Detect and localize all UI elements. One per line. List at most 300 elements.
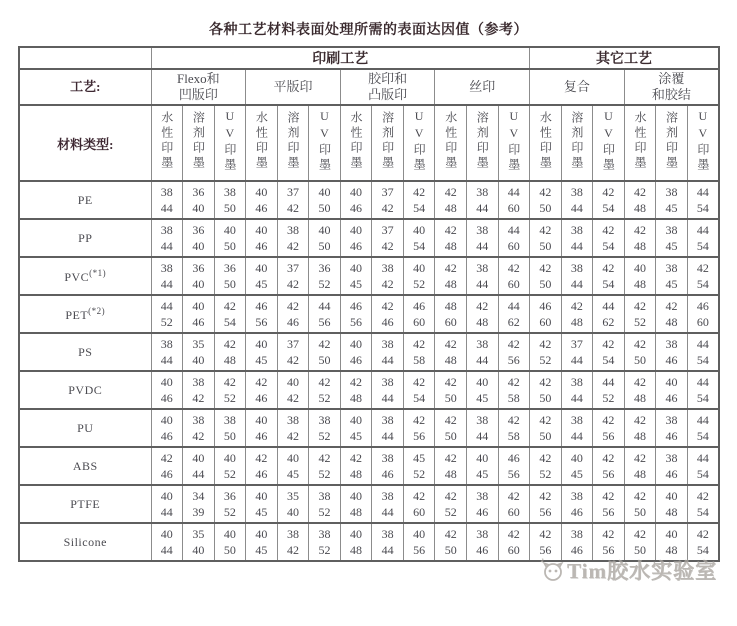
- dyne-cell: [561, 219, 593, 257]
- dyne-value-min: 45: [413, 451, 426, 465]
- dyne-value-max: 54: [413, 239, 426, 253]
- dyne-value-min: 38: [665, 261, 678, 275]
- dyne-value-max: 56: [318, 315, 331, 329]
- dyne-value-max: 60: [413, 315, 426, 329]
- dyne-value-max: 50: [444, 543, 457, 557]
- dyne-cell: [593, 333, 625, 371]
- dyne-value-max: 44: [381, 391, 394, 405]
- ink-type-label: 水性印墨: [538, 111, 553, 171]
- dyne-value-min: 40: [350, 185, 363, 199]
- dyne-value-max: 42: [286, 429, 299, 443]
- dyne-value-max: 46: [570, 505, 583, 519]
- dyne-value-min: 40: [413, 261, 426, 275]
- watermark-text: Tim胶水实验室: [567, 559, 717, 583]
- dyne-cell: [498, 219, 530, 257]
- dyne-value-max: 45: [476, 391, 489, 405]
- dyne-value-min: 38: [160, 223, 173, 237]
- dyne-cell: [687, 485, 719, 523]
- dyne-cell: [309, 181, 341, 219]
- dyne-value-max: 60: [539, 315, 552, 329]
- material-name: ABS: [19, 447, 151, 485]
- dyne-value-max: 54: [413, 391, 426, 405]
- dyne-cell: [498, 181, 530, 219]
- process-group-flexo-gravure: [151, 69, 246, 105]
- dyne-cell: [214, 447, 246, 485]
- dyne-value-min: 42: [286, 299, 299, 313]
- dyne-value-min: 40: [223, 451, 236, 465]
- dyne-cell: [372, 219, 404, 257]
- dyne-value-max: 46: [255, 429, 268, 443]
- dyne-cell: [277, 485, 309, 523]
- dyne-value-min: 34: [192, 489, 205, 503]
- ink-type-label: 水性印墨: [254, 111, 269, 171]
- ink-type-water-based: [246, 105, 278, 181]
- dyne-value-min: 42: [381, 299, 394, 313]
- dyne-cell: [309, 523, 341, 561]
- dyne-value-min: 42: [507, 337, 520, 351]
- ink-type-solvent: [466, 105, 498, 181]
- dyne-value-max: 48: [476, 315, 489, 329]
- dyne-value-max: 40: [286, 505, 299, 519]
- dyne-value-min: 42: [507, 527, 520, 541]
- dyne-value-max: 42: [192, 391, 205, 405]
- process-group-line: 涂覆: [658, 71, 685, 86]
- material-name: $PVC^{(*1)}$: [19, 257, 151, 295]
- dyne-value-min: 40: [413, 223, 426, 237]
- dyne-value-min: 40: [633, 261, 646, 275]
- dyne-value-min: 42: [413, 413, 426, 427]
- dyne-cell: [277, 181, 309, 219]
- dyne-value-max: 56: [255, 315, 268, 329]
- dyne-value-max: 50: [633, 543, 646, 557]
- dyne-value-max: 46: [476, 543, 489, 557]
- dyne-cell: [309, 447, 341, 485]
- dyne-value-min: 38: [570, 185, 583, 199]
- dyne-value-max: 44: [381, 429, 394, 443]
- dyne-value-min: 40: [350, 413, 363, 427]
- dyne-value-min: 44: [696, 375, 709, 389]
- dyne-value-max: 48: [444, 239, 457, 253]
- dyne-cell: [593, 257, 625, 295]
- dyne-value-min: 40: [160, 489, 173, 503]
- dyne-cell: [246, 333, 278, 371]
- dyne-value-min: 38: [160, 185, 173, 199]
- dyne-cell: [246, 485, 278, 523]
- dyne-value-max: 56: [507, 467, 520, 481]
- dyne-cell: [309, 409, 341, 447]
- dyne-value-max: 45: [665, 239, 678, 253]
- dyne-value-min: 40: [350, 261, 363, 275]
- dyne-value-max: 45: [350, 429, 363, 443]
- dyne-cell: [277, 523, 309, 561]
- dyne-cell: [656, 295, 688, 333]
- dyne-value-max: 50: [223, 239, 236, 253]
- dyne-value-min: 42: [633, 413, 646, 427]
- dyne-value-min: 42: [223, 337, 236, 351]
- dyne-value-min: 40: [350, 223, 363, 237]
- dyne-value-min: 42: [255, 451, 268, 465]
- dyne-value-max: 52: [160, 315, 173, 329]
- dyne-value-max: 56: [350, 315, 363, 329]
- dyne-value-max: 60: [507, 505, 520, 519]
- dyne-value-max: 44: [381, 353, 394, 367]
- dyne-value-max: 44: [476, 277, 489, 291]
- dyne-value-min: 38: [160, 261, 173, 275]
- material-row-pvc: [19, 257, 719, 295]
- dyne-value-min: 40: [665, 527, 678, 541]
- dyne-cell: [151, 447, 183, 485]
- dyne-value-min: 42: [507, 375, 520, 389]
- dyne-value-max: 46: [476, 505, 489, 519]
- group-header-printing: 印刷工艺: [151, 47, 530, 69]
- dyne-value-min: 36: [192, 261, 205, 275]
- ink-type-solvent: [656, 105, 688, 181]
- dyne-value-max: 46: [665, 391, 678, 405]
- dyne-value-max: 52: [223, 467, 236, 481]
- dyne-cell: [435, 371, 467, 409]
- material-name: PU: [19, 409, 151, 447]
- dyne-cell: [687, 409, 719, 447]
- dyne-value-max: 48: [350, 505, 363, 519]
- material-row-pvdc: [19, 371, 719, 409]
- ink-type-label: UV印墨: [222, 109, 237, 173]
- dyne-cell: [466, 409, 498, 447]
- dyne-value-max: 48: [665, 543, 678, 557]
- dyne-value-max: 58: [507, 429, 520, 443]
- dyne-value-max: 54: [696, 277, 709, 291]
- dyne-value-max: 45: [255, 543, 268, 557]
- ink-type-label: 溶剂印墨: [380, 111, 395, 171]
- ink-type-label: 水性印墨: [159, 111, 174, 171]
- dyne-value-min: 38: [381, 337, 394, 351]
- dyne-cell: [435, 333, 467, 371]
- dyne-value-min: 36: [223, 261, 236, 275]
- dyne-cell: [183, 523, 215, 561]
- dyne-value-min: 42: [350, 375, 363, 389]
- dyne-cell: [435, 447, 467, 485]
- dyne-value-max: 44: [476, 239, 489, 253]
- dyne-value-min: 42: [318, 337, 331, 351]
- dyne-cell: [340, 447, 372, 485]
- dyne-value-min: 42: [633, 489, 646, 503]
- dyne-cell: [214, 257, 246, 295]
- dyne-value-max: 48: [633, 391, 646, 405]
- dyne-value-min: 42: [539, 489, 552, 503]
- dyne-cell: [466, 295, 498, 333]
- dyne-value-max: 44: [570, 353, 583, 367]
- dyne-value-min: 46: [413, 299, 426, 313]
- dyne-value-max: 50: [444, 429, 457, 443]
- dyne-value-max: 40: [192, 543, 205, 557]
- dyne-value-max: 50: [539, 201, 552, 215]
- dyne-value-min: 42: [539, 185, 552, 199]
- dyne-value-max: 54: [696, 239, 709, 253]
- dyne-value-max: 46: [665, 429, 678, 443]
- dyne-value-max: 44: [381, 543, 394, 557]
- dyne-value-max: 52: [444, 505, 457, 519]
- dyne-value-min: 40: [665, 375, 678, 389]
- dyne-value-max: 50: [223, 543, 236, 557]
- dyne-cell: [530, 371, 562, 409]
- dyne-value-min: 44: [507, 299, 520, 313]
- dyne-value-max: 60: [413, 505, 426, 519]
- dyne-value-max: 44: [381, 505, 394, 519]
- dyne-value-min: 37: [286, 261, 299, 275]
- dyne-cell: [309, 371, 341, 409]
- dyne-value-min: 40: [413, 527, 426, 541]
- process-group-line: 胶印和: [368, 71, 408, 86]
- dyne-cell: [530, 523, 562, 561]
- dyne-cell: [561, 371, 593, 409]
- dyne-value-min: 40: [350, 337, 363, 351]
- dyne-value-min: 42: [539, 375, 552, 389]
- material-row-ptfe: [19, 485, 719, 523]
- dyne-value-max: 50: [318, 353, 331, 367]
- dyne-value-max: 50: [539, 277, 552, 291]
- dyne-value-max: 56: [413, 543, 426, 557]
- dyne-value-max: 48: [665, 315, 678, 329]
- dyne-cell: [466, 219, 498, 257]
- process-group-line: Flexo和: [177, 71, 220, 86]
- dyne-value-min: 40: [476, 375, 489, 389]
- dyne-value-max: 52: [413, 277, 426, 291]
- dyne-cell: [498, 485, 530, 523]
- dyne-value-max: 40: [192, 277, 205, 291]
- dyne-cell: [656, 447, 688, 485]
- dyne-value-max: 50: [223, 201, 236, 215]
- dyne-value-max: 44: [570, 391, 583, 405]
- dyne-value-min: 42: [570, 299, 583, 313]
- dyne-cell: [214, 219, 246, 257]
- dyne-value-min: 42: [602, 337, 615, 351]
- dyne-value-max: 60: [507, 277, 520, 291]
- dyne-value-min: 40: [665, 489, 678, 503]
- dyne-value-max: 40: [192, 353, 205, 367]
- dyne-value-min: 42: [318, 375, 331, 389]
- dyne-cell: [309, 295, 341, 333]
- ink-type-water-based: [151, 105, 183, 181]
- dyne-cell: [656, 523, 688, 561]
- dyne-value-min: 40: [255, 261, 268, 275]
- process-group-line: 丝印: [469, 79, 496, 94]
- dyne-cell: [246, 447, 278, 485]
- dyne-cell: [593, 485, 625, 523]
- dyne-value-max: 45: [476, 467, 489, 481]
- material-name: $PET^{(*2)}$: [19, 295, 151, 333]
- dyne-cell: [372, 257, 404, 295]
- process-group-coating-bonding: [624, 69, 719, 105]
- dyne-value-max: 60: [507, 239, 520, 253]
- dyne-value-max: 42: [286, 353, 299, 367]
- dyne-value-min: 42: [444, 413, 457, 427]
- dyne-value-max: 44: [570, 277, 583, 291]
- dyne-value-min: 44: [602, 299, 615, 313]
- group-header-row: [19, 47, 719, 69]
- dyne-cell: [340, 371, 372, 409]
- dyne-cell: [687, 257, 719, 295]
- dyne-cell: [183, 371, 215, 409]
- dyne-value-max: 39: [192, 505, 205, 519]
- dyne-value-min: 40: [160, 527, 173, 541]
- dyne-cell: [593, 219, 625, 257]
- dyne-cell: [151, 257, 183, 295]
- dyne-cell: [466, 447, 498, 485]
- dyne-cell: [624, 257, 656, 295]
- dyne-value-min: 44: [507, 223, 520, 237]
- dyne-cell: [151, 409, 183, 447]
- dyne-value-min: 38: [570, 413, 583, 427]
- dyne-value-min: 36: [223, 489, 236, 503]
- dyne-value-max: 46: [255, 201, 268, 215]
- dyne-value-min: 46: [507, 451, 520, 465]
- dyne-cell: [183, 485, 215, 523]
- dyne-value-min: 38: [286, 223, 299, 237]
- dyne-cell: [372, 181, 404, 219]
- dyne-value-max: 45: [350, 277, 363, 291]
- dyne-value-min: 46: [350, 299, 363, 313]
- dyne-value-min: 40: [160, 413, 173, 427]
- dyne-cell: [498, 371, 530, 409]
- dyne-value-max: 44: [160, 505, 173, 519]
- ink-type-uv: [309, 105, 341, 181]
- dyne-value-min: 42: [602, 185, 615, 199]
- ink-type-uv: [593, 105, 625, 181]
- dyne-cell: [593, 371, 625, 409]
- dyne-cell: [656, 485, 688, 523]
- dyne-value-min: 40: [318, 185, 331, 199]
- page: [0, 19, 737, 583]
- dyne-value-max: 54: [696, 467, 709, 481]
- material-name: Silicone: [19, 523, 151, 561]
- ink-type-water-based: [435, 105, 467, 181]
- dyne-value-max: 46: [255, 391, 268, 405]
- dyne-value-min: 35: [286, 489, 299, 503]
- process-group-line: 复合: [563, 79, 590, 94]
- dyne-value-max: 50: [318, 201, 331, 215]
- dyne-value-min: 38: [570, 223, 583, 237]
- dyne-value-max: 52: [318, 467, 331, 481]
- dyne-cell: [624, 371, 656, 409]
- material-row-pe: [19, 181, 719, 219]
- dyne-value-min: 38: [381, 451, 394, 465]
- dyne-value-max: 54: [602, 353, 615, 367]
- dyne-value-max: 42: [286, 239, 299, 253]
- material-row-pp: [19, 219, 719, 257]
- dyne-cell: [340, 219, 372, 257]
- dyne-value-max: 52: [318, 429, 331, 443]
- dyne-value-max: 46: [570, 543, 583, 557]
- dyne-value-min: 42: [507, 413, 520, 427]
- dyne-cell: [687, 333, 719, 371]
- ink-type-label: UV印墨: [601, 109, 616, 173]
- ink-type-uv: [498, 105, 530, 181]
- dyne-value-max: 45: [255, 353, 268, 367]
- dyne-value-min: 42: [665, 299, 678, 313]
- dyne-value-max: 48: [444, 353, 457, 367]
- dyne-value-max: 46: [286, 315, 299, 329]
- dyne-cell: [498, 257, 530, 295]
- dyne-value-min: 44: [696, 451, 709, 465]
- dyne-value-max: 42: [192, 429, 205, 443]
- dyne-value-max: 44: [476, 353, 489, 367]
- dyne-cell: [372, 523, 404, 561]
- process-group-lithography: [246, 69, 341, 105]
- dyne-cell: [624, 181, 656, 219]
- dyne-value-max: 42: [381, 201, 394, 215]
- page-title: 各种工艺材料表面处理所需的表面达因值（参考）: [209, 23, 528, 38]
- dyne-value-min: 38: [381, 375, 394, 389]
- process-group-line: 凸版印: [368, 87, 408, 102]
- dyne-cell: [372, 447, 404, 485]
- dyne-value-max: 48: [223, 353, 236, 367]
- dyne-cell: [277, 333, 309, 371]
- dyne-value-min: 42: [633, 527, 646, 541]
- dyne-cell: [340, 295, 372, 333]
- ink-type-uv: [403, 105, 435, 181]
- dyne-value-max: 58: [507, 391, 520, 405]
- dyne-value-max: 44: [476, 201, 489, 215]
- dyne-value-min: 42: [633, 337, 646, 351]
- dyne-cell: [498, 333, 530, 371]
- dyne-value-min: 38: [381, 527, 394, 541]
- dyne-cell: [530, 485, 562, 523]
- dyne-value-min: 42: [507, 261, 520, 275]
- material-row-ps: [19, 333, 719, 371]
- dyne-value-max: 46: [255, 467, 268, 481]
- dyne-value-max: 52: [413, 467, 426, 481]
- dyne-value-max: 54: [413, 201, 426, 215]
- material-name: PE: [19, 181, 151, 219]
- dyne-cell: [530, 333, 562, 371]
- dyne-cell: [687, 447, 719, 485]
- dyne-cell: [151, 219, 183, 257]
- dyne-cell: [214, 295, 246, 333]
- dyne-value-min: 40: [476, 451, 489, 465]
- dyne-cell: [624, 409, 656, 447]
- dyne-value-max: 46: [192, 315, 205, 329]
- dyne-cell: [593, 523, 625, 561]
- dyne-cell: [372, 295, 404, 333]
- dyne-value-min: 40: [350, 489, 363, 503]
- dyne-cell: [246, 181, 278, 219]
- material-name: PTFE: [19, 485, 151, 523]
- dyne-value-max: 44: [476, 429, 489, 443]
- dyne-cell: [277, 295, 309, 333]
- dyne-cell: [624, 447, 656, 485]
- dyne-cell: [309, 485, 341, 523]
- dyne-cell: [309, 333, 341, 371]
- dyne-value-min: 44: [696, 337, 709, 351]
- dyne-value-min: 40: [160, 375, 173, 389]
- dyne-value-max: 52: [223, 391, 236, 405]
- dyne-value-min: 42: [539, 261, 552, 275]
- dyne-value-max: 40: [192, 239, 205, 253]
- dyne-value-min: 38: [381, 489, 394, 503]
- dyne-value-max: 48: [633, 429, 646, 443]
- dyne-value-max: 54: [696, 353, 709, 367]
- dyne-value-min: 42: [633, 223, 646, 237]
- dyne-cell: [466, 523, 498, 561]
- dyne-cell: [403, 219, 435, 257]
- material-type-label: 材料类型:: [19, 105, 151, 181]
- dyne-value-min: 35: [192, 527, 205, 541]
- dyne-cell: [246, 409, 278, 447]
- dyne-value-max: 45: [255, 505, 268, 519]
- ink-type-water-based: [624, 105, 656, 181]
- dyne-value-min: 42: [696, 489, 709, 503]
- dyne-value-min: 42: [539, 451, 552, 465]
- process-row-label: 工艺:: [19, 69, 151, 105]
